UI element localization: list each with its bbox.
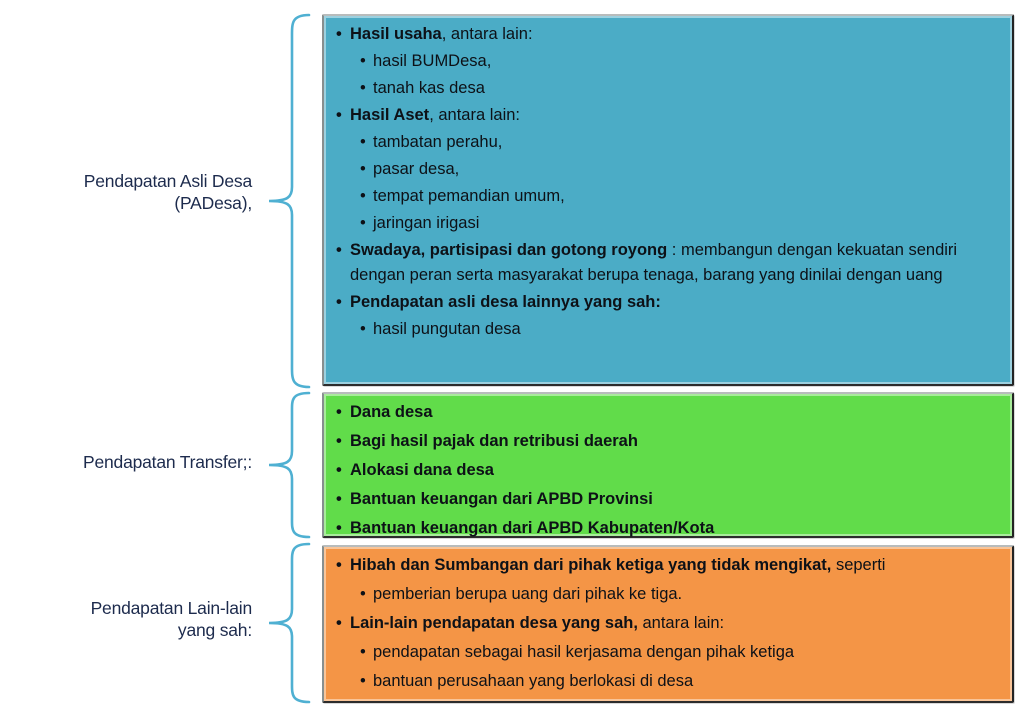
list-item-text: Bantuan keuangan dari APBD Kabupaten/Kota <box>350 519 715 537</box>
list-item-text: hasil pungutan desa <box>373 320 521 338</box>
list-item <box>336 238 1002 288</box>
list-item-text: Alokasi dana desa <box>350 461 494 479</box>
bullet-icon: • <box>336 614 342 632</box>
list-item-text: Pendapatan asli desa lainnya yang sah: <box>350 293 661 311</box>
list-item <box>336 184 1002 209</box>
bullet-icon: • <box>336 106 342 124</box>
bullet-icon: • <box>360 214 366 232</box>
list-item-text: Swadaya, partisipasi dan gotong royong : membangun dengan kekuatan sendiri dengan peran serta masyarakat berupa tenaga, barang yang dinilai dengan uang <box>350 241 958 284</box>
bullet-icon: • <box>360 672 366 690</box>
bullet-icon: • <box>360 320 366 338</box>
list-item-text: tanah kas desa <box>373 79 485 97</box>
bullet-icon: • <box>336 519 342 537</box>
bullet-icon: • <box>360 79 366 97</box>
list-item-text: Hasil Aset, antara lain: <box>350 106 520 124</box>
list-item-text: Lain-lain pendapatan desa yang sah, antara lain: <box>350 614 725 632</box>
bullet-icon: • <box>336 403 342 421</box>
list-item-text: Hasil usaha, antara lain: <box>350 25 533 43</box>
list-item <box>336 76 1002 101</box>
bullet-icon: • <box>336 490 342 508</box>
bullet-icon: • <box>336 293 342 311</box>
list-item <box>336 516 1002 541</box>
list-item <box>336 130 1002 155</box>
list-item <box>336 211 1002 236</box>
list-item <box>336 400 1002 425</box>
section-label-lain-line2: yang sah: <box>177 620 252 640</box>
list-item-text: Bantuan keuangan dari APBD Provinsi <box>350 490 653 508</box>
list-item-text: pemberian berupa uang dari pihak ke tiga. <box>373 585 683 603</box>
list-item <box>336 487 1002 512</box>
curly-brace-icon <box>258 541 314 705</box>
list-item-text: pendapatan sebagai hasil kerjasama dengan pihak ketiga <box>373 643 795 661</box>
bullet-icon: • <box>360 585 366 603</box>
section-label-lain <box>0 597 252 641</box>
list-item <box>336 611 1002 636</box>
section-label-pad-line2: (PADesa), <box>174 193 252 213</box>
box-pendapatan-asli-desa <box>322 14 1014 386</box>
list-item <box>336 22 1002 47</box>
list-item <box>336 640 1002 665</box>
bullet-icon: • <box>336 461 342 479</box>
bullet-icon: • <box>360 133 366 151</box>
list-item-text: Dana desa <box>350 403 433 421</box>
curly-brace-icon <box>258 390 314 540</box>
bullet-icon: • <box>336 432 342 450</box>
list-item <box>336 49 1002 74</box>
section-label-transfer <box>0 451 252 473</box>
list-item <box>336 103 1002 128</box>
list-item-text: pasar desa, <box>373 160 460 178</box>
box-pendapatan-lain-lain <box>322 545 1014 703</box>
list-item-text: tempat pemandian umum, <box>373 187 565 205</box>
curly-brace-icon <box>258 12 314 390</box>
section-label-transfer-line1: Pendapatan Transfer;: <box>83 452 252 472</box>
list-item-text: tambatan perahu, <box>373 133 503 151</box>
list-item-text: hasil BUMDesa, <box>373 52 492 70</box>
list-item <box>336 458 1002 483</box>
list-item-text: Bagi hasil pajak dan retribusi daerah <box>350 432 638 450</box>
list-item <box>336 157 1002 182</box>
list-item <box>336 582 1002 607</box>
list-item <box>336 429 1002 454</box>
section-label-pad <box>0 170 252 214</box>
list-item-text: Hibah dan Sumbangan dari pihak ketiga yang tidak mengikat, seperti <box>350 556 886 574</box>
bullet-icon: • <box>336 556 342 574</box>
list-item <box>336 553 1002 578</box>
box-pendapatan-transfer <box>322 392 1014 538</box>
section-label-pad-line1: Pendapatan Asli Desa <box>83 171 252 191</box>
list-item <box>336 290 1002 315</box>
list-item <box>336 317 1002 342</box>
bullet-icon: • <box>360 187 366 205</box>
list-item-text: bantuan perusahaan yang berlokasi di desa <box>373 672 694 690</box>
bullet-icon: • <box>336 241 342 259</box>
list-item-text: jaringan irigasi <box>373 214 480 232</box>
bullet-icon: • <box>360 643 366 661</box>
bullet-icon: • <box>360 52 366 70</box>
section-label-lain-line1: Pendapatan Lain-lain <box>90 598 252 618</box>
list-item <box>336 669 1002 694</box>
bullet-icon: • <box>360 160 366 178</box>
bullet-icon: • <box>336 25 342 43</box>
